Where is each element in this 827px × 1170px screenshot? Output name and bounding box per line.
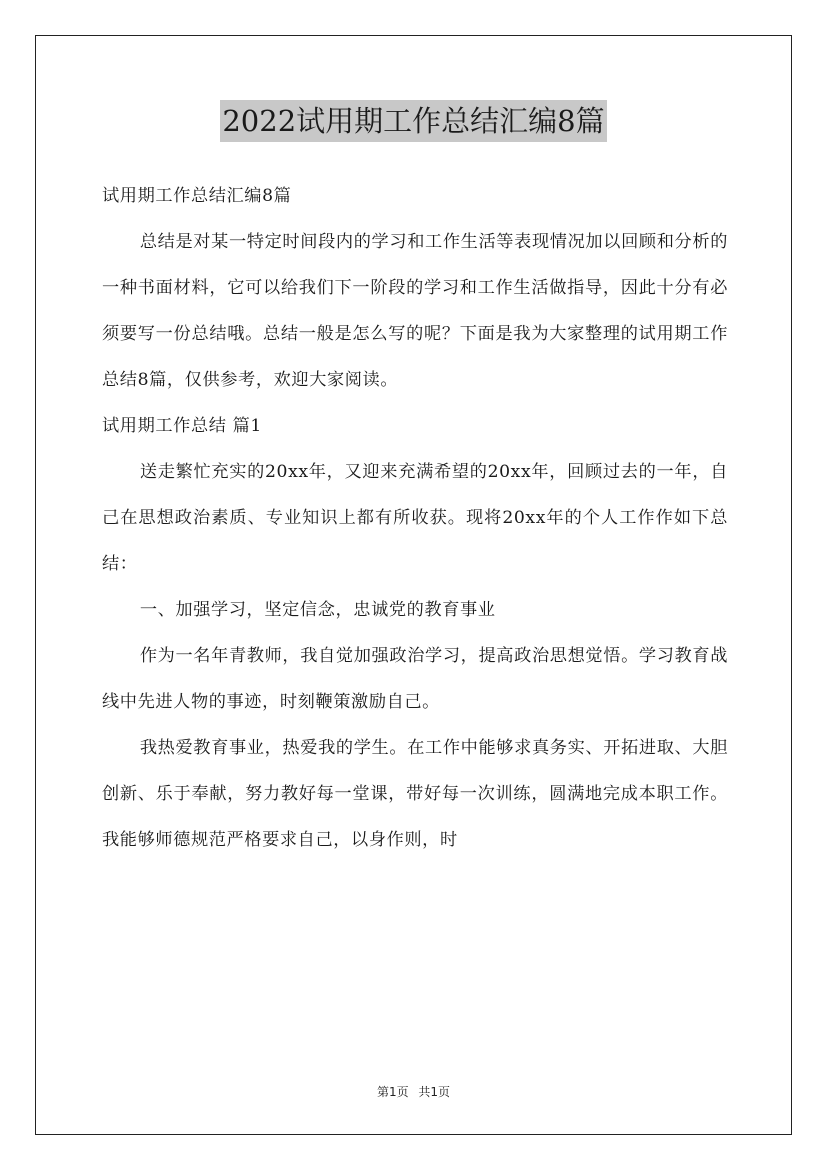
paragraph: 送走繁忙充实的20xx年，又迎来充满希望的20xx年，回顾过去的一年，自己在思想政治素质、专业知识上都有所收获。现将20xx年的个人工作作如下总结： <box>102 462 728 574</box>
paragraph: 一、加强学习，坚定信念，忠诚党的教育事业 <box>139 600 496 620</box>
page-footer: 第1页 共1页 <box>376 1085 451 1099</box>
document-body <box>102 173 728 863</box>
paragraph: 总结是对某一特定时间段内的学习和工作生活等表现情况加以回顾和分析的一种书面材料，它可以给我们下一阶段的学习和工作生活做指导，因此十分有必须要写一份总结哦。总结一般是怎么写的呢？下面是我为大家整理的试用期工作总结8篇，仅供参考，欢迎大家阅读。 <box>102 232 728 390</box>
title-container <box>0 100 827 142</box>
paragraph: 我热爱教育事业，热爱我的学生。在工作中能够求真务实、开拓进取、大胆创新、乐于奉献，努力教好每一堂课，带好每一次训练，圆满地完成本职工作。我能够师德规范严格要求自己，以身作则，时 <box>102 738 728 850</box>
paragraph: 作为一名年青教师，我自觉加强政治学习，提高政治思想觉悟。学习教育战线中先进人物的事迹，时刻鞭策激励自己。 <box>102 646 728 712</box>
paragraph: 试用期工作总结 篇1 <box>102 416 262 436</box>
paragraph: 试用期工作总结汇编8篇 <box>102 186 292 206</box>
document-title: 2022试用期工作总结汇编8篇 <box>220 100 606 142</box>
